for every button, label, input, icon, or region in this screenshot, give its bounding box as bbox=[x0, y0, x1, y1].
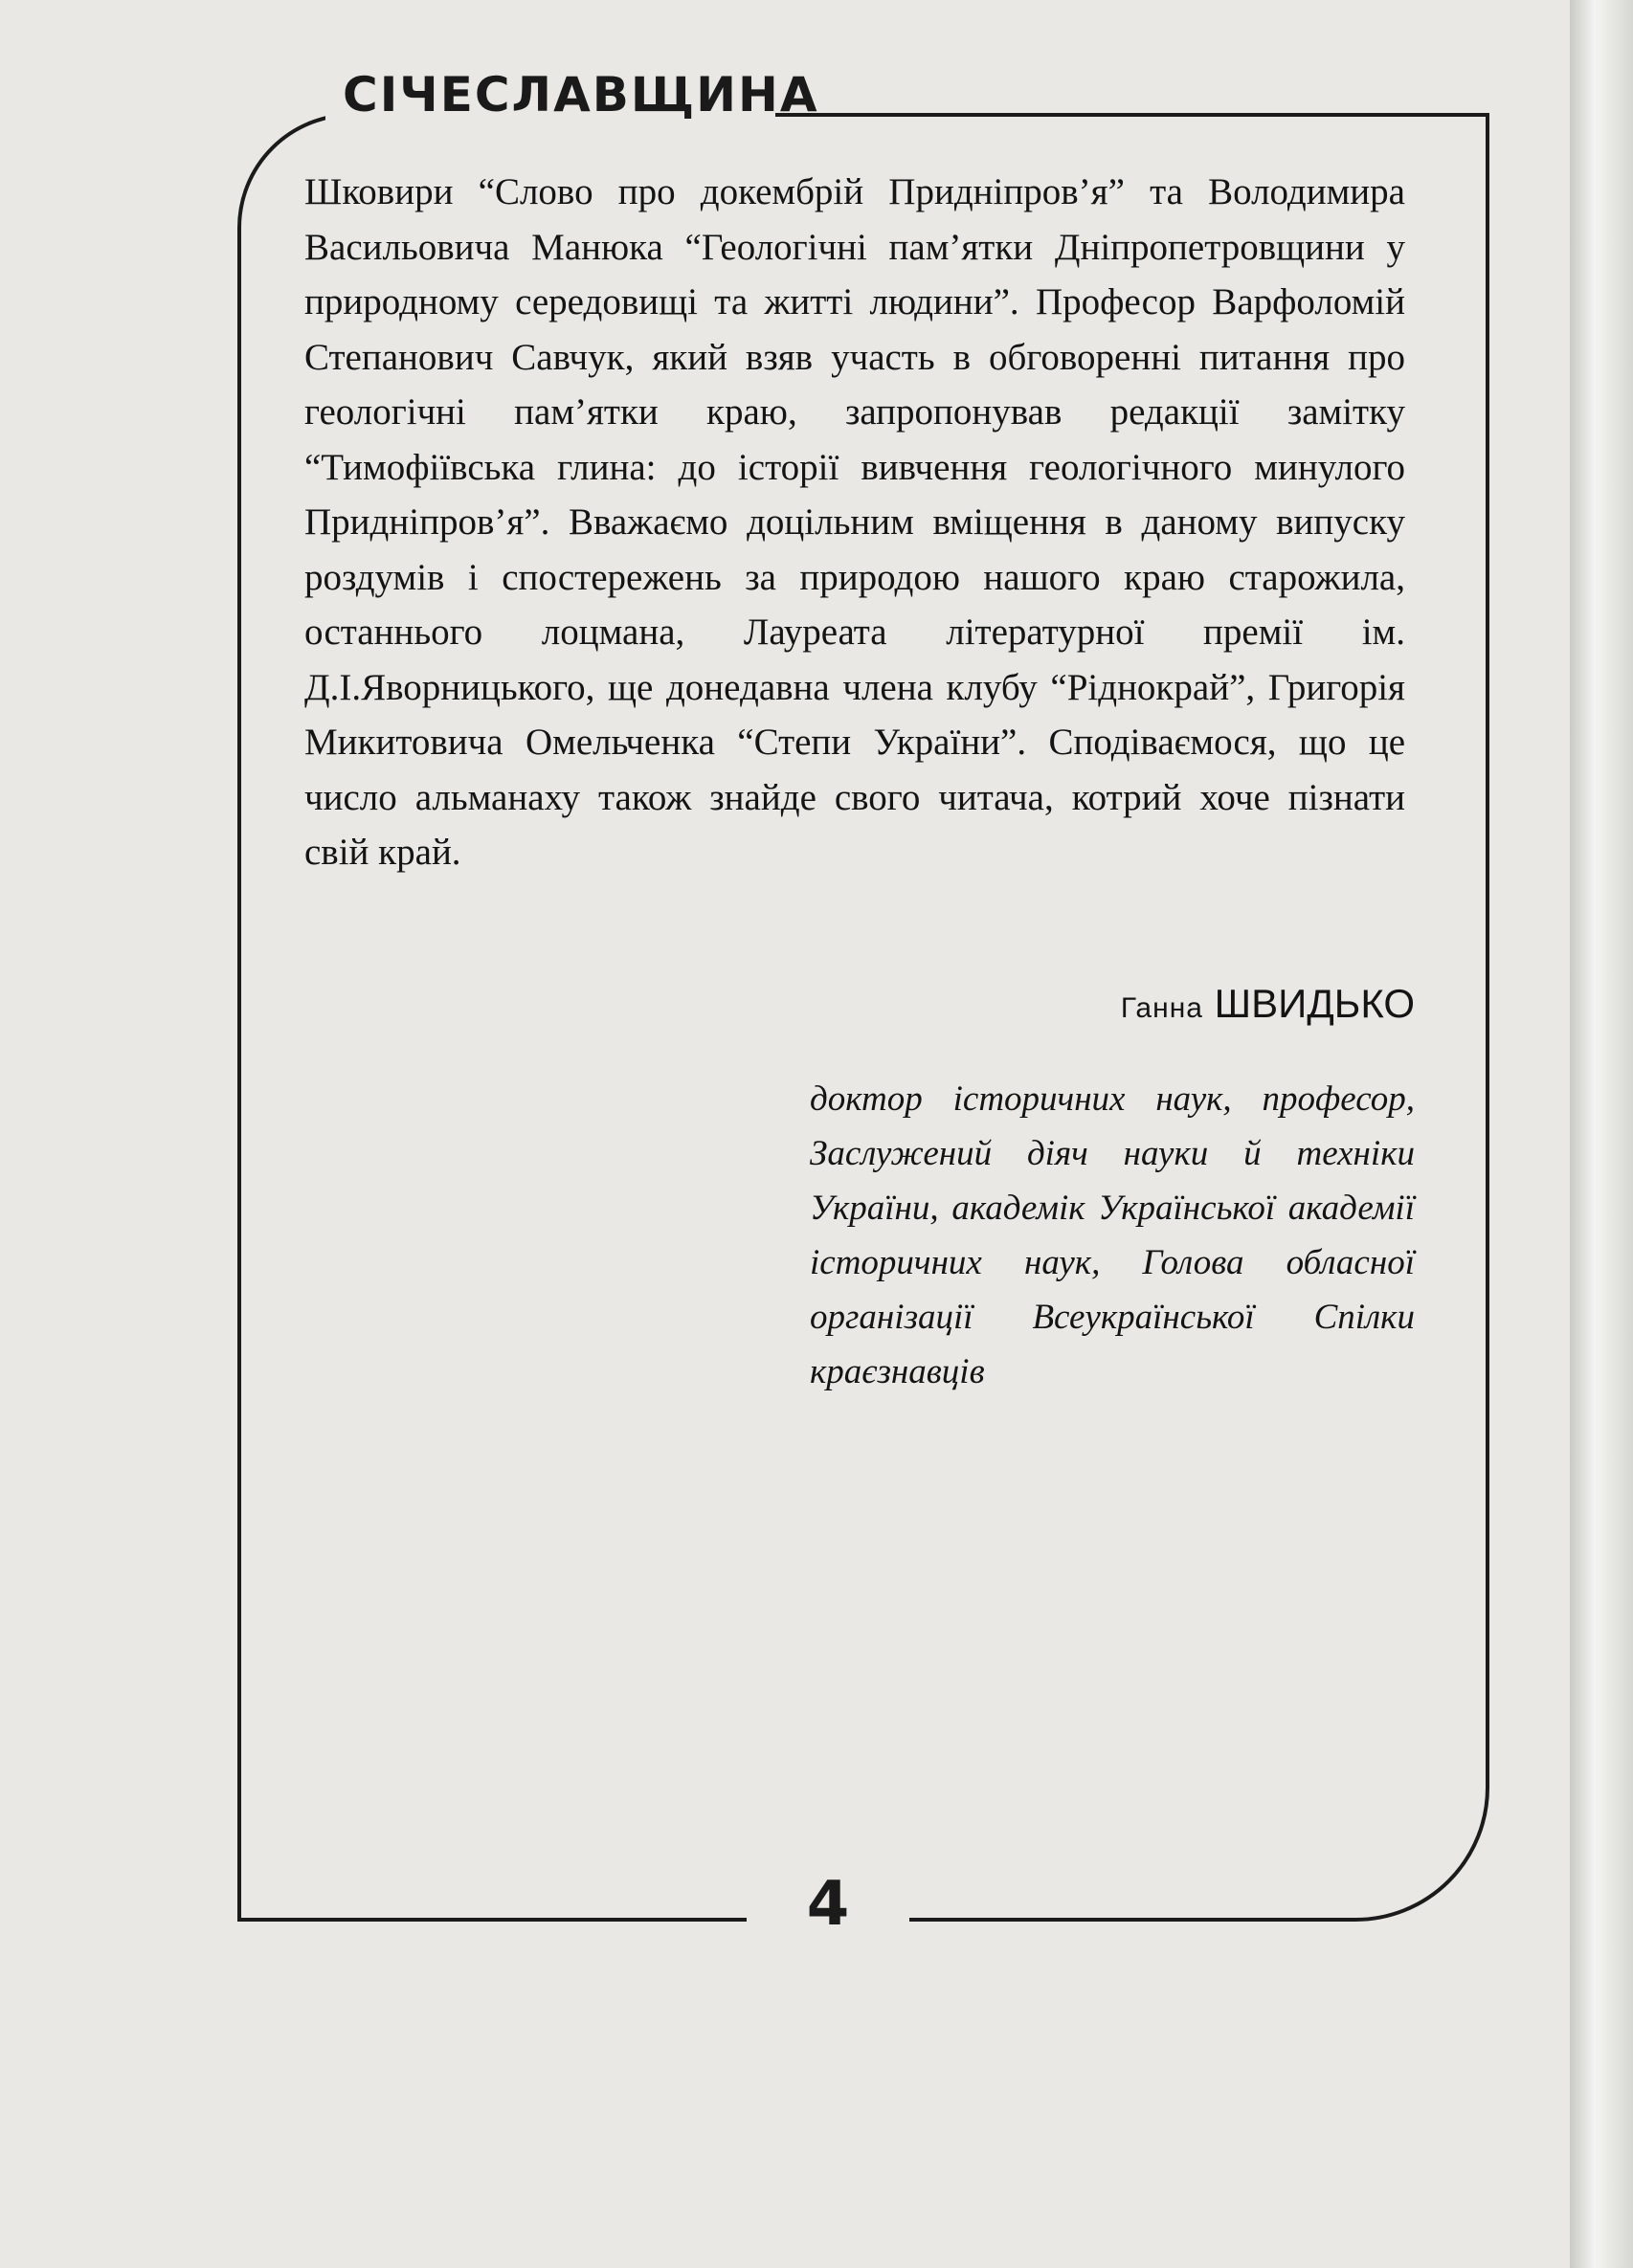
logo-text: СІЧЕСЛАВЩИНА bbox=[343, 67, 819, 122]
author-first-name: Ганна bbox=[1120, 992, 1203, 1024]
page-edge bbox=[1570, 0, 1633, 2268]
author-last-name: ШВИДЬКО bbox=[1214, 981, 1415, 1026]
page-number: 4 bbox=[806, 1869, 850, 1940]
author-signature bbox=[304, 981, 1415, 1027]
almanac-logo bbox=[343, 36, 819, 122]
main-paragraph: Шковири “Слово про докембрій Придніпров’я” та Володимира Васильовича Манюка “Геологічні пам’ятки Дніпропетровщини у природному середовищі та житті людини”. Професор Варфоломій Степанович Савчук, який взяв участь в обговоренні питання про геологічні пам’ятки краю, запропонував редакції замітку “Тимофіївська глина: до історії вивчення геологічного минулого Придніпров’я”. Вважаємо доцільним вміщення в даному випуску роздумів і спостережень за природою нашого краю старожила, останнього лоцмана, Лауреата літературної премії ім. Д.І.Яворницького, ще донедавна члена клубу “Ріднокрай”, Григорія Микитовича Омельченка “Степи України”. Сподіваємося, що це число альманаху також знайде свого читача, котрий хоче пізнати свій край. bbox=[304, 171, 1405, 873]
author-credentials: доктор історичних наук, професор, Заслужений діяч науки й техніки України, академік Української академії історичних наук, Голова обласної організації Всеукраїнської Спілки краєзнавців bbox=[810, 1079, 1415, 1391]
